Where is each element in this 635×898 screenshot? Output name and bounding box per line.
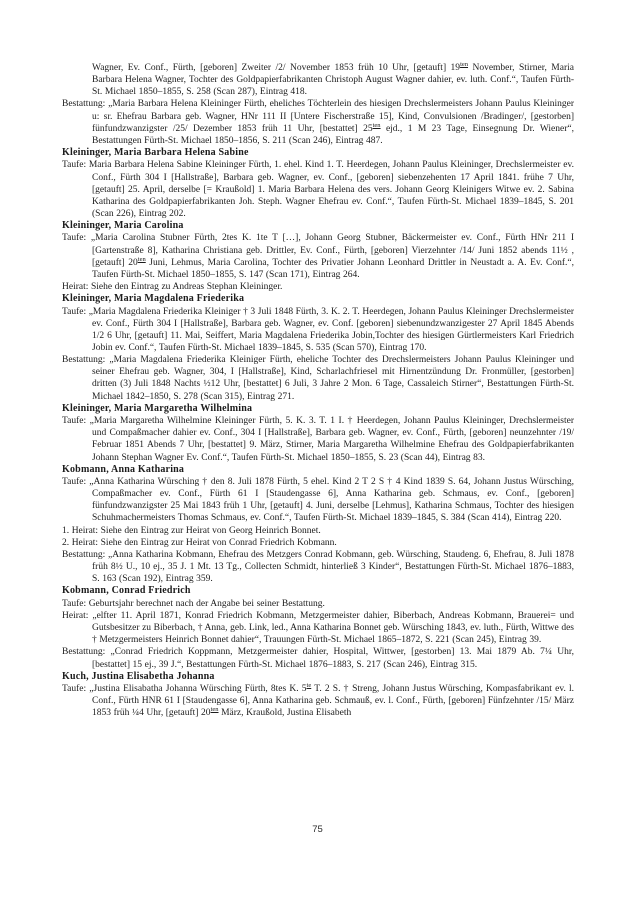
entry-paragraph: 2. Heirat: Siehe den Eintrag zur Heirat von Conrad Friedrich Kobmann. bbox=[62, 537, 337, 548]
entry-paragraph: Bestattung: „Conrad Friedrich Koppmann, Metzgermeister dahier, Hospital, Wittwer, [gestorben] 13. Mai 1879 Ab. 7¼ Uhr, [bestattet] 15 ej., 39 J.“, Bestattungen Fürth-St. Michael 1876–1883, S. 217 (Scan 246), Eintrag 315. bbox=[62, 647, 574, 670]
entry-heading: Kobmann, Conrad Friedrich bbox=[62, 585, 191, 597]
register-page bbox=[62, 62, 574, 719]
entry-heading: Kleininger, Maria Barbara Helena Sabine bbox=[62, 147, 249, 159]
entry-paragraph: Heirat: „elfter 11. April 1871, Konrad Friedrich Kobmann, Metzgermeister dahier, Biberbach, Andreas Kobmann, Brauerei= und Gutsbesitzer zu Biberbach, † Anna, geb. Link, led., Anna Katharina Bonnet geb. Würsching 1843, ev. luth., Fürth, Wittwe des † Metzgermeisters Heinrich Bonnet dahier“, Trauungen Fürth-St. Michael 1865–1872, S. 221 (Scan 245), Eintrag 39. bbox=[62, 610, 574, 646]
entry-paragraph: Taufe: „Anna Katharina Würsching † den 8. Juli 1878 Fürth, 5 ehel. Kind 2 T 2 S † 4 Kind 1839 S. 64, Johann Justus Würsching, Compaßmacher ev. Conf., Fürth 61 I [Staudengasse 6], Anna Katharina geb. Schmaus, ev. Conf., [geboren] fünfundzwanzigster 25 Mai 1843 früh 1 Uhr, [getauft] 4. Juni, derselbe [Lehmus], Katharina Schmaus, Tochter des hiesigen Schuhmachermeisters Thomas Schmaus, ev. Conf.“, Taufen Fürth-St. Michael 1839–1845, S. 384 (Scan 414), Eintrag 220. bbox=[62, 477, 574, 524]
entry-paragraph-continuation: Wagner, Ev. Conf., Fürth, [geboren] Zweiter /2/ November 1853 früh 10 Uhr, [getauft] $19^{ten}$ November, Stirner, Maria Barbara Helena Wagner, Tochter des Goldpapierfabrikanten Christoph August Wagner dahier, ev. luth. Conf.“, Taufen Fürth-St. Michael 1850–1855, S. 258 (Scan 287), Eintrag 418. bbox=[92, 60, 574, 98]
entry-paragraph: Bestattung: „Maria Barbara Helena Kleininger Fürth, eheliches Töchterlein des hiesigen Drechslermeisters Johann Paulus Kleininger u: sr. Ehefrau Barbara geb. Wagner, HNr 111 II [Untere Fischerstraße 15], Kind, Convulsionen /Bradinger/, [gestorben] fünfundzwanzigster /25/ Dezember 1853 früh 11 Uhr, [bestattet] $25^{ten}$ ejd., 1 M 23 Tage, Einsegnung Dr. Wiener“, Bestattungen Fürth-St. Michael 1850–1856, S. 211 (Scan 246), Eintrag 487. bbox=[62, 99, 574, 146]
entry-paragraph: 1. Heirat: Siehe den Eintrag zur Heirat von Georg Heinrich Bonnet. bbox=[62, 525, 321, 536]
page-footer bbox=[0, 824, 635, 835]
entry-paragraph: Taufe: „Maria Margaretha Wilhelmine Kleininger Fürth, 5. K. 3. T. 1 I. † Heerdegen, Johann Paulus Kleininger, Drechslermeister und Compaßmacher dahier ev. Conf., 304 I [Hallstraße], Barbara geb. Wagner, ev. Conf., Fürth, [geboren] neunzehnter /19/ Februar 1851 Abends 7 Uhr, [bestattet] 9. März, Stirner, Maria Margaretha Wilhelmine Ehefrau des Goldpapierfabrikanten Johann Stephan Wagner Ev. Conf.“, Taufen Fürth-St. Michael 1850–1855, S. 23 (Scan 44), Eintrag 83. bbox=[62, 416, 574, 463]
entry-paragraph: Bestattung: „Anna Katharina Kobmann, Ehefrau des Metzgers Conrad Kobmann, geb. Würsching, Staudeng. 6, Ehefrau, 8. Juli 1878 früh 8½ U., 10 ej., 35 J. 1 Mt. 13 Tg., Collecten Schmidt, hinterließ 3 Kinder“, Bestattungen Fürth-St. Michael 1876–1883, S. 163 (Scan 192), Eintrag 359. bbox=[62, 549, 574, 585]
entry-heading: Kleininger, Maria Margaretha Wilhelmina bbox=[62, 402, 253, 414]
page-number: 75 bbox=[312, 824, 323, 835]
entry-paragraph: Bestattung: „Maria Magdalena Friederika Kleiniger Fürth, eheliche Tochter des Drechslermeisters Johann Paulus Kleininger und seiner Ehefrau geb. Wagner, 304, I [Hallstraße], Kind, Scharlachfriesel mit Hirnentzündung Dr. Fronmüller, [gestorben] dritten (3) Juli 1848 Nachts ½12 Uhr, [bestattet] 6 Juli, 3 Jahre 2 Mon. 6 Tage, Cassaleich Stirner“, Bestattungen Fürth-St. Michael 1842–1850, S. 278 (Scan 315), Eintrag 271. bbox=[62, 355, 574, 402]
entry-paragraph: Heirat: Siehe den Eintrag zu Andreas Stephan Kleininger. bbox=[62, 282, 283, 293]
entry-heading: Kobmann, Anna Katharina bbox=[62, 463, 185, 475]
entry-heading: Kleininger, Maria Carolina bbox=[62, 220, 184, 232]
entry-heading: Kleininger, Maria Magdalena Friederika bbox=[62, 293, 245, 305]
entry-paragraph: Taufe: Maria Barbara Helena Sabine Kleininger Fürth, 1. ehel. Kind 1. T. Heerdegen, Johann Paulus Kleininger, Drechslermeister ev. Conf., Fürth 304 I [Hallstraße], Barbara geb. Wagner, ev. Conf., [geboren] siebenzehenten 17 April 1841. frühe 7 Uhr, [getauft] 25. April, derselbe [= Kraußold] 1. Maria Barbara Helena des vers. Johann Georg Kleinigers Witwe ev. 2. Sabina Katharina des Goldpapierfabrikanten Joh. Steph. Wagner Ehefrau ev. Conf.“, Taufen Fürth-St. Michael 1839–1845, S. 201 (Scan 226), Eintrag 202. bbox=[62, 160, 574, 220]
entry-paragraph: Taufe: Geburtsjahr berechnet nach der Angabe bei seiner Bestattung. bbox=[62, 598, 325, 609]
entry-paragraph: Taufe: „Maria Magdalena Friederika Kleiniger † 3 Juli 1848 Fürth, 3. K. 2. T. Heerdegen, Johann Paulus Kleininger Drechslermeister ev. Conf., Fürth 304 I [Hallstraße], Barbara geb. Wagner, ev. Conf. [geboren] siebenundzwanzigester 27 April 1845 Abends 1/2 6 Uhr, [getauft] 11. Mai, Seiffert, Maria Magdalena Friederika Jobin,Tochter des hiesigen Gürtlermeisters Karl Friedrich Jobin ev. Conf.“, Taufen Fürth-St. Michael 1839–1845, S. 535 (Scan 570), Eintrag 170. bbox=[62, 306, 574, 354]
entry-heading: Kuch, Justina Elisabetha Johanna bbox=[62, 670, 215, 682]
entry-paragraph: Taufe: „Justina Elisabatha Johanna Würsching Fürth, 8tes K. $5^{te}$ T. 2 S. † Streng, Johann Justus Würsching, Kompasfabrikant ev. l. Conf., Fürth HNR 61 I [Staudengasse 6], Anna Katharina geb. Schmauß, ev. l. Conf., Fürth, [geboren] Fünfzehnter /15/ März 1853 früh ¼4 Uhr, [getauft] $20^{ten}$ März, Kraußold, Justina Elisabeth bbox=[62, 681, 575, 719]
entry-paragraph: Taufe: „Maria Carolina Stubner Fürth, 2tes K. 1te T […], Johann Georg Stubner, Bäckermeister ev. Conf., Fürth HNr 211 I [Gartenstraße 8], Katharina Christiana geb. Drittler, Ev. Conf., Fürth, [geboren] Vierzehnter /14/ Juni 1852 abends 11½ , [getauft] $20^{ten}$ Juni, Lehmus, Maria Carolina, Tochter des Privatier Johann Leonhard Drittler in Neustadt a. A. Ev. Conf.“, Taufen Fürth-St. Michael 1850–1855, S. 147 (Scan 171), Eintrag 264. bbox=[62, 233, 574, 280]
